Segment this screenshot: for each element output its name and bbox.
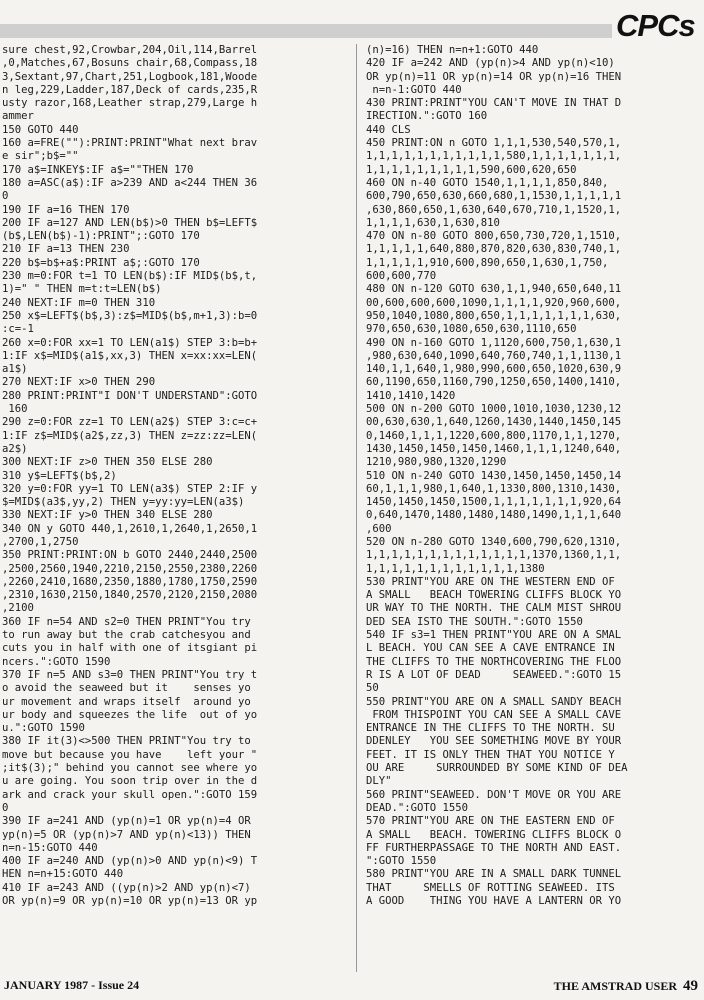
listing-line: 320 y=0:FOR yy=1 TO LEN(a3$) STEP 2:IF y — [2, 482, 258, 495]
listing-line: 250 x$=LEFT$(b$,3):z$=MID$(b$,m+1,3):b=0 — [2, 309, 258, 322]
listing-line: 0 — [2, 801, 9, 814]
listing-line: 160 a=FRE(""):PRINT:PRINT"What next brav — [2, 137, 258, 150]
listing-line: 1450,1450,1450,1500,1,1,1,1,1,1,1,920,64 — [366, 496, 622, 509]
listing-line: ark and crack your skull open.":GOTO 159 — [2, 788, 258, 801]
listing-line: UR WAY TO THE NORTH. THE CALM MIST SHROU — [366, 602, 622, 615]
listing-line: 160 — [2, 403, 28, 416]
listing-line: IRECTION.":GOTO 160 — [366, 110, 488, 123]
listing-line: 00,630,630,1,640,1260,1430,1440,1450,145 — [366, 416, 622, 429]
listing-line: move but because you have left your " — [2, 748, 258, 761]
listing-line: ,2310,1630,2150,1840,2570,2120,2150,2080 — [2, 589, 258, 602]
listing-line: 500 ON n-200 GOTO 1000,1010,1030,1230,12 — [366, 403, 622, 416]
listing-line: DLY" — [366, 775, 392, 788]
listing-line: 570 PRINT"YOU ARE ON THE EASTERN END OF — [366, 815, 615, 828]
listing-line: 390 IF a=241 AND (yp(n)=1 OR yp(n)=4 OR — [2, 815, 251, 828]
listing-line: 530 PRINT"YOU ARE ON THE WESTERN END OF — [366, 575, 615, 588]
listing-line: 220 b$=b$+a$:PRINT a$;:GOTO 170 — [2, 256, 200, 269]
listing-line: 1:IF x$=MID$(a1$,xx,3) THEN x=xx:xx=LEN( — [2, 349, 258, 362]
listing-line: 350 PRINT:PRINT:ON b GOTO 2440,2440,2500 — [2, 549, 258, 562]
listing-line: ,2500,2560,1940,2210,2150,2550,2380,2260 — [2, 562, 258, 575]
listing-line: 540 IF s3=1 THEN PRINT"YOU ARE ON A SMAL — [366, 629, 622, 642]
listing-line: 520 ON n-280 GOTO 1340,600,790,620,1310, — [366, 535, 622, 548]
listing-line: 140,1,1,640,1,980,990,600,650,1020,630,9 — [366, 363, 622, 376]
listing-line: OR yp(n)=9 OR yp(n)=10 OR yp(n)=13 OR yp — [2, 895, 258, 907]
listing-line: 170 a$=INKEY$:IF a$=""THEN 170 — [2, 163, 194, 176]
listing-line: 1410,1410,1420 — [366, 389, 456, 402]
page-number: 49 — [683, 978, 698, 994]
listing-line: 1,1,1,1,1,910,600,890,650,1,630,1,750, — [366, 256, 609, 269]
listing-line: yp(n)=5 OR (yp(n)>7 AND yp(n)<13)) THEN — [2, 828, 251, 841]
listing-line: ,2260,2410,1680,2350,1880,1780,1750,2590 — [2, 575, 258, 588]
listing-line: e sir";b$="" — [2, 150, 79, 163]
listing-line: 60,1190,650,1160,790,1250,650,1400,1410, — [366, 376, 622, 389]
listing-line: 600,790,650,630,660,680,1,1530,1,1,1,1,1 — [366, 190, 622, 203]
listing-line: 1:IF z$=MID$(a2$,zz,3) THEN z=zz:zz=LEN( — [2, 429, 258, 442]
listing-line: $=MID$(a3$,yy,2) THEN y=yy:yy=LEN(a3$) — [2, 496, 245, 509]
footer-issue: JANUARY 1987 - Issue 24 — [4, 978, 140, 992]
listing-line: 480 ON n-120 GOTO 630,1,1,940,650,640,11 — [366, 283, 622, 296]
listing-line: (n)=16) THEN n=n+1:GOTO 440 — [366, 44, 539, 56]
listing-line: ":GOTO 1550 — [366, 855, 437, 868]
listing-line: 210 IF a=13 THEN 230 — [2, 243, 130, 256]
listing-line: ,2700,1,2750 — [2, 535, 79, 548]
listing-line: A GOOD THING YOU HAVE A LANTERN OR YO — [366, 895, 622, 907]
listing-line: 240 NEXT:IF m=0 THEN 310 — [2, 296, 156, 309]
header-rule — [0, 24, 612, 38]
listing-line: usty razor,168,Leather strap,279,Large h — [2, 97, 258, 110]
listing-line: 420 IF a=242 AND (yp(n)>4 AND yp(n)<10) — [366, 57, 615, 70]
listing-line: ;it$(3);" behind you cannot see where yo — [2, 762, 258, 775]
listing-line: cuts you in half with one of itsgiant pi — [2, 642, 258, 655]
listing-line: 560 PRINT"SEAWEED. DON'T MOVE OR YOU ARE — [366, 788, 622, 801]
listing-line: a1$) — [2, 363, 28, 376]
column-divider — [356, 44, 357, 972]
listing-line: R IS A LOT OF DEAD SEAWEED.":GOTO 15 — [366, 668, 622, 681]
listing-line: 230 m=0:FOR t=1 TO LEN(b$):IF MID$(b$,t, — [2, 270, 258, 283]
section-label: CPCs — [616, 8, 695, 43]
listing-line: 550 PRINT"YOU ARE ON A SMALL SANDY BEACH — [366, 695, 622, 708]
listing-line: HEN n=n+15:GOTO 440 — [2, 868, 124, 881]
listing-line: L BEACH. YOU CAN SEE A CAVE ENTRANCE IN — [366, 642, 615, 655]
listing-line: DDENLEY YOU SEE SOMETHING MOVE BY YOUR — [366, 735, 622, 748]
listing-line: 270 NEXT:IF x>0 THEN 290 — [2, 376, 156, 389]
listing-line: FF FURTHERPASSAGE TO THE NORTH AND EAST. — [366, 841, 622, 854]
listing-left-column — [2, 44, 348, 908]
listing-line: o avoid the seaweed but it senses yo — [2, 682, 251, 695]
listing-line: FEET. IT IS ONLY THEN THAT YOU NOTICE Y — [366, 748, 615, 761]
footer-publication — [554, 978, 698, 995]
listing-line: ,980,630,640,1090,640,760,740,1,1,1130,1 — [366, 349, 622, 362]
listing-line: 410 IF a=243 AND ((yp(n)>2 AND yp(n)<7) — [2, 881, 251, 894]
listing-line: ,630,860,650,1,630,640,670,710,1,1520,1, — [366, 203, 622, 216]
listing-line: 1,1,1,1,1,1,1,1,1,1,1,1,1380 — [366, 562, 545, 575]
listing-line: 1,1,1,1,1,1,1,1,1,590,600,620,650 — [366, 163, 577, 176]
listing-line: 0,1460,1,1,1,1220,600,800,1170,1,1,1270, — [366, 429, 622, 442]
listing-line: 360 IF n=54 AND s2=0 THEN PRINT"You try — [2, 615, 251, 628]
listing-line: to run away but the crab catchesyou and — [2, 629, 251, 642]
listing-line: DEAD.":GOTO 1550 — [366, 801, 469, 814]
listing-line: 430 PRINT:PRINT"YOU CAN'T MOVE IN THAT D — [366, 97, 622, 110]
listing-line: DED SEA ISTO THE SOUTH.":GOTO 1550 — [366, 615, 583, 628]
listing-line: :c=-1 — [2, 323, 34, 336]
listing-line: 330 NEXT:IF y>0 THEN 340 ELSE 280 — [2, 509, 213, 522]
listing-line: 490 ON n-160 GOTO 1,1120,600,750,1,630,1 — [366, 336, 622, 349]
listing-line: 00,600,600,600,1090,1,1,1,1,920,960,600, — [366, 296, 622, 309]
listing-line: 1,1,1,1,1,1,1,1,1,1,1,580,1,1,1,1,1,1,1, — [366, 150, 622, 163]
listing-line: 440 CLS — [366, 123, 411, 136]
listing-line: 0,640,1470,1480,1480,1480,1490,1,1,1,640 — [366, 509, 622, 522]
publication-name: THE AMSTRAD USER — [553, 979, 677, 993]
listing-line: 300 NEXT:IF z>0 THEN 350 ELSE 280 — [2, 456, 213, 469]
listing-line: OU ARE SURROUNDED BY SOME KIND OF DEA — [366, 762, 628, 775]
listing-line: u.":GOTO 1590 — [2, 722, 85, 735]
listing-line: 600,600,770 — [366, 270, 437, 283]
listing-line: 3,Sextant,97,Chart,251,Logbook,181,Woode — [2, 70, 258, 83]
listing-line: 380 IF it(3)<>500 THEN PRINT"You try to — [2, 735, 251, 748]
listing-line: u are going. You soon trip over in the d — [2, 775, 258, 788]
listing-line: 970,650,630,1080,650,630,1110,650 — [366, 323, 577, 336]
listing-line: ur body and squeezes the life out of yo — [2, 708, 258, 721]
listing-line: THE CLIFFS TO THE NORTHCOVERING THE FLOO — [366, 655, 622, 668]
listing-line: 50 — [366, 682, 379, 695]
listing-line: n=n-1:GOTO 440 — [366, 83, 462, 96]
listing-line: 180 a=ASC(a$):IF a>239 AND a<244 THEN 36 — [2, 176, 258, 189]
listing-line: A SMALL BEACH TOWERING CLIFFS BLOCK YO — [366, 589, 622, 602]
listing-line: (b$,LEN(b$)-1):PRINT";:GOTO 170 — [2, 230, 200, 243]
listing-line: a2$) — [2, 442, 28, 455]
listing-line: 1210,980,980,1320,1290 — [366, 456, 507, 469]
listing-line: 190 IF a=16 THEN 170 — [2, 203, 130, 216]
listing-line: 200 IF a=127 AND LEN(b$)>0 THEN b$=LEFT$ — [2, 216, 258, 229]
listing-line: ENTRANCE IN THE CLIFFS TO THE NORTH. SU — [366, 722, 615, 735]
listing-right-column — [366, 44, 702, 908]
listing-line: 400 IF a=240 AND (yp(n)>0 AND yp(n)<9) T — [2, 855, 258, 868]
listing-line: 450 PRINT:ON n GOTO 1,1,1,530,540,570,1, — [366, 137, 622, 150]
listing-line: 60,1,1,1,980,1,640,1,1330,800,1310,1430, — [366, 482, 622, 495]
listing-line: 370 IF n=5 AND s3=0 THEN PRINT"You try t — [2, 668, 258, 681]
listing-line: n leg,229,Ladder,187,Deck of cards,235,R — [2, 83, 258, 96]
listing-line: 510 ON n-240 GOTO 1430,1450,1450,1450,14 — [366, 469, 622, 482]
listing-line: 310 y$=LEFT$(b$,2) — [2, 469, 117, 482]
listing-line: 950,1040,1080,800,650,1,1,1,1,1,1,1,630, — [366, 309, 622, 322]
listing-line: 340 ON y GOTO 440,1,2610,1,2640,1,2650,1 — [2, 522, 258, 535]
listing-line: A SMALL BEACH. TOWERING CLIFFS BLOCK O — [366, 828, 622, 841]
listing-line: 1,1,1,1,1,1,1,1,1,1,1,1,1,1370,1360,1,1, — [366, 549, 622, 562]
listing-line: 0 — [2, 190, 9, 203]
listing-line: ,2100 — [2, 602, 34, 615]
listing-line: OR yp(n)=11 OR yp(n)=14 OR yp(n)=16 THEN — [366, 70, 622, 83]
listing-line: 460 ON n-40 GOTO 1540,1,1,1,1,850,840, — [366, 176, 609, 189]
listing-line: sure chest,92,Crowbar,204,Oil,114,Barrel — [2, 44, 258, 56]
listing-line: ur movement and wraps itself around yo — [2, 695, 251, 708]
listing-line: 1,1,1,1,1,640,880,870,820,630,830,740,1, — [366, 243, 622, 256]
listing-line: 290 z=0:FOR zz=1 TO LEN(a2$) STEP 3:c=c+ — [2, 416, 258, 429]
listing-line: THAT SMELLS OF ROTTING SEAWEED. ITS — [366, 881, 615, 894]
listing-line: 150 GOTO 440 — [2, 123, 79, 136]
listing-line: 470 ON n-80 GOTO 800,650,730,720,1,1510, — [366, 230, 622, 243]
listing-line: 1,1,1,1,630,1,630,810 — [366, 216, 500, 229]
listing-line: ammer — [2, 110, 34, 123]
listing-line: n=n-15:GOTO 440 — [2, 841, 98, 854]
listing-line: 280 PRINT:PRINT"I DON'T UNDERSTAND":GOTO — [2, 389, 258, 402]
listing-line: 1430,1450,1450,1450,1460,1,1,1,1240,640, — [366, 442, 622, 455]
listing-line: 580 PRINT"YOU ARE IN A SMALL DARK TUNNEL — [366, 868, 622, 881]
listing-line: FROM THISPOINT YOU CAN SEE A SMALL CAVE — [366, 708, 622, 721]
listing-line: 260 x=0:FOR xx=1 TO LEN(a1$) STEP 3:b=b+ — [2, 336, 258, 349]
listing-line: ,600 — [366, 522, 392, 535]
listing-line: ncers.":GOTO 1590 — [2, 655, 111, 668]
listing-line: ,0,Matches,67,Bosuns chair,68,Compass,18 — [2, 57, 258, 70]
listing-line: 1)=" " THEN m=t:t=LEN(b$) — [2, 283, 162, 296]
